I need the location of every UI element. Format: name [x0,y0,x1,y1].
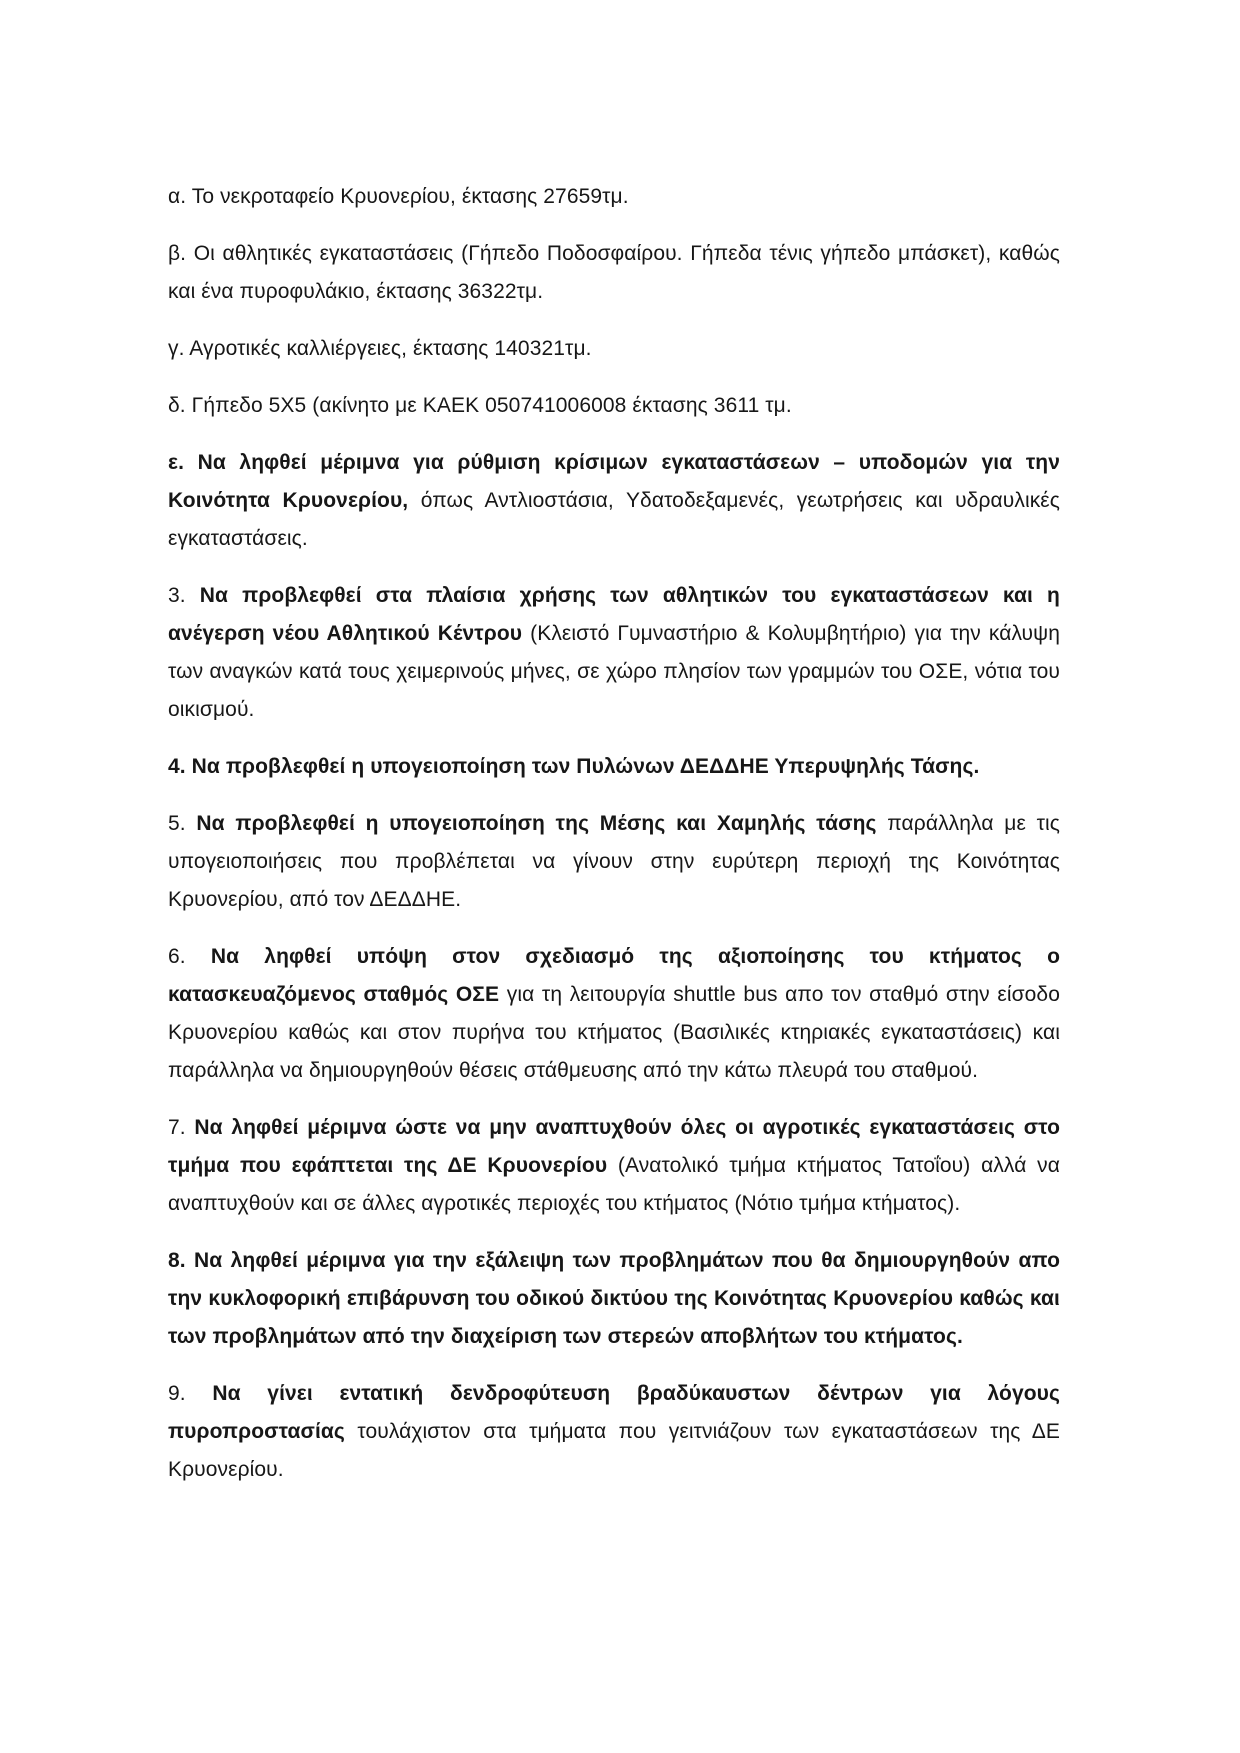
paragraph-item-7 [168,1109,1060,1223]
text-run: (Ανατολικό τμήμα κτήματος Τατοΐου) αλλά να αναπτυχθούν και σε άλλες αγροτικές περιοχές του κτήματος (Νότιο τμήμα κτήματος). [168,1154,1060,1215]
text-run: για τη λειτουργία shuttle bus απο τον σταθμό στην είσοδο Κρυονερίου καθώς και στον πυρήνα του κτήματος (Βασιλικές κτηριακές εγκαταστάσεις) και παράλληλα να δημιουργηθούν θέσεις στάθμευσης από την κάτω πλευρά του σταθμού. [168,983,1060,1082]
text-run: Να ληφθεί υπόψη στον σχεδιασμό της αξιοποίησης του κτήματος ο κατασκευαζόμενος σταθμός ΟΣΕ [168,945,1061,1006]
text-run: 4. Να προβλεφθεί η υπογειοποίηση των Πυλώνων ΔΕΔΔΗΕ Υπερυψηλής Τάσης. [168,755,980,778]
text-run: 8. Να ληφθεί μέριμνα για την εξάλειψη των προβλημάτων που θα δημιουργηθούν απο την κυκλοφορική επιβάρυνση του οδικού δικτύου της Κοινότητας Κρυονερίου καθώς και των προβλημάτων από την διαχείριση των στερεών αποβλήτων του κτήματος. [168,1249,1060,1348]
text-run: 5. [168,812,197,835]
text-run: δ. Γήπεδο 5Χ5 (ακίνητο με ΚΑΕΚ 050741006008 έκτασης 3611 τμ. [168,394,792,417]
text-run: τουλάχιστον στα τμήματα που γειτνιάζουν των εγκαταστάσεων της ΔΕ Κρυονερίου. [168,1420,1060,1481]
paragraph-item-gamma [168,330,1060,368]
text-run: 3. [168,584,200,607]
text-run: (Κλειστό Γυμναστήριο & Κολυμβητήριο) για την κάλυψη των αναγκών κατά τους χειμερινούς μήνες, σε χώρο πλησίον των γραμμών του ΟΣΕ, νότια του οικισμού. [168,622,1060,721]
paragraph-item-3 [168,577,1060,729]
document-body [168,178,1060,1508]
text-run: ε. Να ληφθεί μέριμνα για ρύθμιση κρίσιμων εγκαταστάσεων – υποδομών για την Κοινότητα Κρυονερίου, [168,451,1060,512]
text-run: Να προβλεφθεί στα πλαίσια χρήσης των αθλητικών του εγκαταστάσεων και η ανέγερση νέου Αθλητικού Κέντρου [168,584,1060,645]
paragraph-item-alpha [168,178,1060,216]
text-run: 7. [168,1116,195,1139]
paragraph-item-9 [168,1375,1060,1489]
text-run: γ. Αγροτικές καλλιέργειες, έκτασης 140321τμ. [168,337,592,360]
text-run: β. Οι αθλητικές εγκαταστάσεις (Γήπεδο Ποδοσφαίρου. Γήπεδα τένις γήπεδο μπάσκετ), καθώς και ένα πυροφυλάκιο, έκτασης 36322τμ. [168,242,1060,303]
paragraph-item-6 [168,938,1060,1090]
paragraph-item-5 [168,805,1060,919]
text-run: α. Το νεκροταφείο Κρυονερίου, έκτασης 27659τμ. [168,185,629,208]
text-run: Να γίνει εντατική δενδροφύτευση βραδύκαυστων δέντρων για λόγους πυροπροστασίας [168,1382,1061,1443]
paragraph-item-delta [168,387,1060,425]
text-run: παράλληλα με τις υπογειοποιήσεις που προβλέπεται να γίνουν στην ευρύτερη περιοχή της Κοινότητας Κρυονερίου, από τον ΔΕΔΔΗΕ. [168,812,1061,911]
text-run: Να ληφθεί μέριμνα ώστε να μην αναπτυχθούν όλες οι αγροτικές εγκαταστάσεις στο τμήμα που εφάπτεται της ΔΕ Κρυονερίου [168,1116,1060,1177]
paragraph-item-8 [168,1242,1060,1356]
paragraph-item-4 [168,748,1060,786]
paragraph-item-epsilon [168,444,1060,558]
paragraph-item-beta [168,235,1060,311]
text-run: Να προβλεφθεί η υπογειοποίηση της Μέσης και Χαμηλής τάσης [196,812,888,835]
text-run: 6. [168,945,211,968]
text-run: 9. [168,1382,213,1405]
text-run: όπως Αντλιοστάσια, Υδατοδεξαμενές, γεωτρήσεις και υδραυλικές εγκαταστάσεις. [168,489,1060,550]
